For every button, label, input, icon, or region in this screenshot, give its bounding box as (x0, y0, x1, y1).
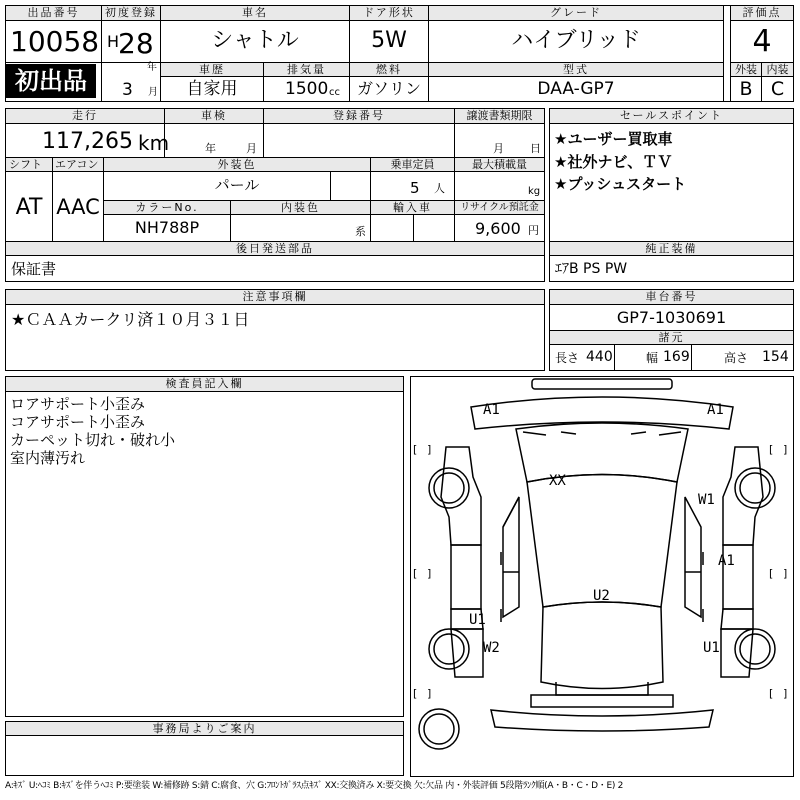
door-type: 5W (371, 28, 407, 53)
svg-text:[: [ (413, 567, 418, 580)
damage-mark-front-left: A1 (483, 402, 500, 418)
model-header: 型式 (428, 62, 724, 77)
damage-mark-right-rear-fender: U1 (703, 640, 720, 656)
month-unit: 月 (148, 87, 158, 98)
recycle-deposit: 9,600 (475, 219, 521, 238)
length: 440 (586, 349, 613, 365)
lot-number: 10058 (10, 25, 100, 58)
transfer-day-unit: 日 (530, 142, 541, 155)
capacity: 5 (410, 179, 420, 197)
sales-point-box (549, 108, 794, 256)
svg-text:]: ] (427, 567, 432, 580)
later-parts: 保証書 (11, 260, 57, 278)
damage-mark-left-rear-door: U1 (469, 612, 486, 628)
svg-text:]: ] (783, 567, 788, 580)
exterior-color: パール (214, 176, 260, 194)
svg-text:[: [ (413, 687, 418, 700)
door-type-header: ドア形状 (349, 5, 429, 21)
inspector-line: ロアサポート小歪み (10, 395, 146, 413)
damage-mark-left-rear-fender: W2 (483, 640, 500, 656)
exterior-color-header: 外装色 (103, 157, 371, 172)
svg-text:]: ] (427, 443, 432, 456)
inspector-line: 室内薄汚れ (10, 449, 86, 467)
equipment: ｴｱB PS PW (555, 261, 628, 277)
load-unit: kg (528, 186, 541, 197)
year-unit: 年 (147, 62, 157, 73)
later-parts-box (5, 255, 545, 282)
aircon: AAC (56, 195, 100, 219)
damage-mark-right-door: A1 (718, 553, 735, 569)
mileage-unit: km (138, 131, 170, 155)
notes: ★ＣＡＡカークリ済１０月３１日 (11, 310, 250, 329)
inspector-line: コアサポート小歪み (10, 413, 146, 431)
office-box (5, 721, 404, 776)
inspection-month-unit: 月 (246, 142, 257, 155)
damage-mark-front-right: A1 (707, 402, 724, 418)
inspection-header: 車検 (164, 108, 264, 124)
fuel: ガソリン (356, 79, 421, 98)
svg-text:]: ] (783, 443, 788, 456)
width: 169 (663, 349, 690, 365)
interior-grade-header: 内装 (761, 62, 794, 77)
displacement-header: 排気量 (263, 62, 350, 77)
exterior-grade-header: 外装 (730, 62, 762, 77)
later-parts-header: 後日発送部品 (5, 241, 545, 256)
notes-box (5, 289, 545, 371)
notes-header: 注意事項欄 (5, 289, 545, 305)
inspector-header: 検査員記入欄 (5, 376, 404, 392)
registration-year: 28 (118, 27, 154, 60)
svg-text:]: ] (783, 687, 788, 700)
transfer-month-unit: 月 (493, 142, 504, 155)
score-header: 評価点 (730, 5, 794, 21)
color-number: NH788P (134, 218, 200, 237)
office-header: 事務局よりご案内 (5, 721, 404, 736)
height: 154 (762, 349, 789, 365)
svg-text:[: [ (769, 567, 774, 580)
vehicle-history: 自家用 (186, 79, 238, 99)
damage-mark-interior: U2 (593, 588, 610, 604)
equipment-header: 純正装備 (549, 241, 794, 256)
registration-number-header: 登録番号 (263, 108, 455, 124)
transfer-deadline-header: 譲渡書類期限 (454, 108, 545, 124)
recycle-unit: 円 (528, 224, 539, 237)
mileage: 117,265 (42, 129, 133, 154)
first-registration-header: 初度登録 (101, 5, 161, 21)
sales-point-header: セールスポイント (549, 108, 794, 124)
interior-color-header: 内装色 (230, 200, 371, 215)
model-code: DAA-GP7 (537, 79, 615, 99)
car-diagram (410, 376, 794, 777)
grade: ハイブリッド (511, 28, 641, 53)
damage-mark-right-fender: W1 (698, 492, 715, 508)
capacity-header: 乗車定員 (370, 157, 455, 172)
chassis-number: GP7-1030691 (616, 308, 727, 327)
interior-color-suffix: 系 (355, 225, 366, 238)
height-label: 高さ (724, 351, 749, 365)
displacement: 1500 (285, 79, 329, 99)
chassis-box (549, 289, 794, 371)
shift: AT (15, 195, 43, 220)
mileage-header: 走行 (5, 108, 165, 124)
max-load-header: 最大積載量 (454, 157, 545, 172)
grade-header: グレード (428, 5, 724, 21)
sales-point-line: ★社外ナビ、ＴＶ (554, 153, 673, 171)
interior-grade: C (770, 78, 785, 100)
import-header: 輸入車 (370, 200, 455, 215)
displacement-unit: cc (329, 87, 340, 98)
inspector-box (5, 376, 404, 717)
shift-header: シフト (5, 157, 53, 172)
width-label: 幅 (646, 351, 659, 365)
damage-mark-roof: XX (549, 473, 566, 489)
score: 4 (752, 24, 772, 59)
first-listing-badge: 初出品 (6, 64, 96, 98)
recycle-deposit-header: リサイクル預託金 (454, 200, 545, 215)
svg-text:]: ] (427, 687, 432, 700)
car-name: シャトル (211, 28, 299, 53)
sales-point-line: ★ユーザー買取車 (554, 130, 673, 148)
svg-text:[: [ (413, 443, 418, 456)
era: H (107, 32, 120, 51)
equipment-box (549, 241, 794, 282)
history-header: 車歴 (160, 62, 264, 77)
dimensions-header: 諸元 (549, 330, 794, 345)
car-name-header: 車名 (160, 5, 350, 21)
svg-text:[: [ (769, 443, 774, 456)
chassis-header: 車台番号 (549, 289, 794, 305)
lot-number-header: 出品番号 (5, 5, 102, 21)
registration-month: 3 (122, 80, 133, 100)
sales-point-line: ★プッシュスタート (554, 175, 687, 193)
aircon-header: エアコン (52, 157, 104, 172)
inspector-line: カーペット切れ・破れ小 (10, 431, 176, 449)
capacity-unit: 人 (434, 182, 445, 195)
length-label: 長さ (555, 351, 580, 365)
color-number-header: カラーNo. (103, 200, 231, 215)
inspection-year-unit: 年 (205, 142, 216, 155)
exterior-grade: B (739, 78, 753, 100)
fuel-header: 燃料 (349, 62, 429, 77)
legend: A:ｷｽﾞ U:ﾍｺﾐ B:ｷｽﾞを伴うﾍｺﾐ P:要塗装 W:補修跡 S:錆 C:腐食、穴 G:ﾌﾛﾝﾄｶﾞﾗｽ点ｷｽﾞ XX:交換済み X:要交換 欠:欠品 内・外装評価 5段階ﾗﾝｸ順(A・B・C・D・E) 2 (5, 781, 624, 791)
svg-text:[: [ (769, 687, 774, 700)
car-outline-drawing (411, 377, 793, 776)
